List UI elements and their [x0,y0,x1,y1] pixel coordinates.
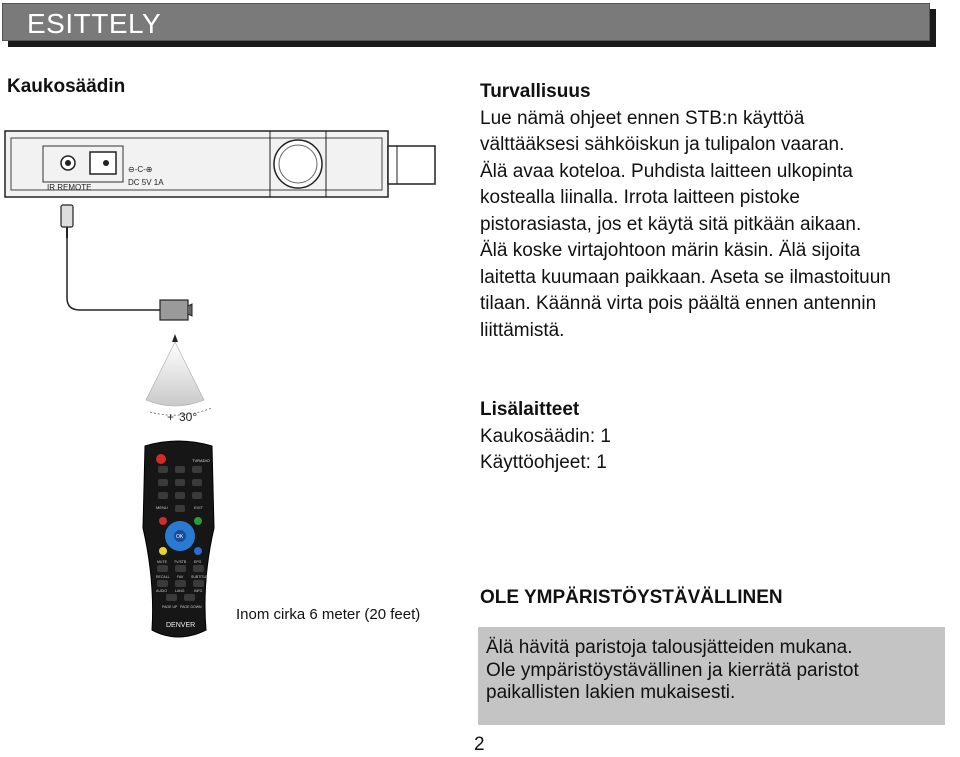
safety-line: välttääksesi sähköiskun ja tulipalon vaaran. [480,134,845,155]
remote-lang-label: LANG [175,589,185,593]
svg-text:+: + [167,410,175,424]
safety-line: kostealla liinalla. Irrota laitteen pistoke [480,187,801,208]
remote-diagram [0,110,470,670]
environment-text [486,637,941,705]
safety-section [480,79,955,344]
remote-page-up-label: PAGE UP [162,605,178,609]
remote-info-label: INFO [194,589,203,593]
range-caption: Inom cirka 6 meter (20 feet) [236,606,421,623]
remote-exit-label: EXIT [194,505,203,510]
header-title: ESITTELY [27,8,162,39]
remote-audio-label: AUDIO [156,589,168,593]
remote-page-down-label: PAGE DOWN [180,605,202,609]
ir-extender-cable [61,205,192,320]
angle-label: 30° [179,410,198,424]
stb-front-panel [5,131,435,197]
remote-brand: DENVER [166,622,196,629]
accessories-title: Lisälaitteet [480,399,580,420]
svg-text:⊖-C-⊕: ⊖-C-⊕ [128,165,153,174]
remote-ok-label: OK [176,534,184,540]
remote-subtitle-label: SUBTITLE [191,575,208,579]
page-number: 2 [474,734,485,755]
remote-top-label: TVRADIO [192,458,210,463]
accessories-section [480,397,880,477]
safety-line: tilaan. Käännä virta pois päältä ennen antennin [480,293,877,314]
accessory-line: Käyttöohjeet: 1 [480,452,607,473]
ir-beam-cone [146,334,212,424]
dc-label: DC 5V 1A [128,178,164,187]
environment-line: paikallisten lakien mukaisesti. [486,682,736,703]
remote-epg-label: EPG [194,560,202,564]
remote-menu-label: MENU [156,505,168,510]
environment-title: OLE YMPÄRISTÖYSTÄVÄLLINEN [480,587,783,608]
safety-line: Älä avaa koteloa. Puhdista laitteen ulkopinta [480,160,853,182]
safety-line: Älä koske virtajohtoon märin käsin. Älä sijoita [480,240,861,261]
safety-title: Turvallisuus [480,81,591,102]
remote-mute-label: MUTE [157,560,167,564]
ir-remote-label: IR REMOTE [47,183,92,192]
safety-line: Lue nämä ohjeet ennen STB:n käyttöä [480,107,805,129]
section-header [2,3,930,41]
accessory-line: Kaukosäädin: 1 [480,425,611,447]
remote-fav-label: FAV [177,575,184,579]
remote-control-illustration [143,441,214,637]
environment-note-box [478,627,945,725]
safety-line: liittämistä. [480,319,565,341]
remote-section-title: Kaukosäädin [7,76,126,97]
remote-recall-label: RECALL [156,575,170,579]
environment-line: Ole ympäristöystävällinen ja kierrätä paristot [486,659,859,681]
safety-line: laitetta kuumaan paikkaan. Aseta se ilmastoituun [480,266,891,288]
remote-tvstb-label: TV/STB [174,560,187,564]
safety-line: pistorasiasta, jos et käytä sitä pitkään aikaan. [480,213,862,235]
environment-line: Älä hävitä paristoja talousjätteiden mukana. [486,637,853,658]
